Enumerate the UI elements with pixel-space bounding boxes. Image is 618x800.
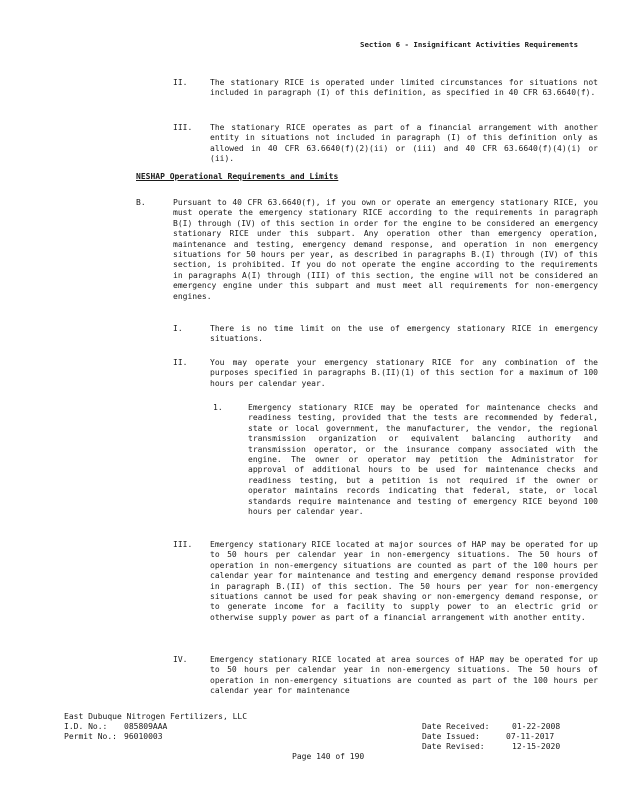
sub-item-text: Emergency stationary RICE may be operated for maintenance checks and readiness testing, provided that the tests are recommended by federal, state or local government, the manufacturer, the vendor, the regional transmission organization or equivalent balancing authority and transmission operator, or the insurance company associated with the engine. The owner or operator may petition the Administrator for approval of additional hours to be used for maintenance checks and readiness testing, but a petition is not required if the owner or operator maintains records indicating that federal, state, or local standards require maintenance and testing of emergency RICE beyond 100 hours per calendar year. [248, 403, 598, 517]
footer-issued-label: Date Issued: [422, 732, 480, 741]
footer-id-value: 085809AAA [124, 722, 168, 731]
footer-received-label: Date Received: [422, 722, 490, 731]
footer-revised-label: Date Revised: [422, 742, 485, 751]
item-text: There is no time limit on the use of emergency stationary RICE in emergency situations. [210, 324, 598, 344]
item-text: You may operate your emergency stationary RICE for any combination of the purposes specified in paragraphs B.(II)(1) of this section for a maximum of 100 hours per calendar year. [210, 358, 598, 388]
item-text: Emergency stationary RICE located at major sources of HAP may be operated for up to 50 hours per calendar year in non-emergency situations. The 50 hours of operation in non-emergency situations are counted as part of the 100 hours per calendar year for maintenance and testing and emergency demand response provided in paragraph B.(II) of this section. The 50 hours per year for non-emergency situations cannot be used for peak shaving or non-emergency demand response, or to generate income for a facility to supply power to an electric grid or otherwise supply power as part of a financial arrangement with another entity. [210, 540, 598, 622]
paragraph-text: Pursuant to 40 CFR 63.6640(f), if you own or operate an emergency stationary RICE, you must operate the emergency stationary RICE according to the requirements in paragraph B(I) through (IV) of this section in order for the engine to be considered an emergency stationary RICE under this subpart. Any operation other than emergency operation, maintenance and testing, emergency demand response, and operation in non emergency situations for 50 hours per year, as described in paragraphs B.(I) through (IV) of this section, is prohibited. If you do not operate the engine according to the requirements in paragraphs A(I) through (III) of this section, the engine will not be considered an emergency engine under this subpart and must meet all requirements for non-emergency engines. [173, 198, 598, 301]
item-number: II. [173, 358, 188, 367]
item-number: III. [173, 540, 193, 549]
footer-permit-value: 96010003 [124, 732, 163, 741]
item-text: Emergency stationary RICE located at area sources of HAP may be operated for up to 50 hours per calendar year in non-emergency situations. The 50 hours of operation in non-emergency situations are counted as part of the 100 hours per calendar year for maintenance [210, 655, 598, 696]
item-number: II. [173, 78, 188, 87]
item-text: The stationary RICE operates as part of a financial arrangement with another entity in situations not included in paragraph (I) of this definition only as allowed in 40 CFR 63.6640(f)(2)(ii) or (iii) and 40 CFR 63.6640(f)(4)(i) or (ii). [210, 123, 598, 164]
footer-company: East Dubuque Nitrogen Fertilizers, LLC [64, 712, 248, 721]
page-number: Page 140 of 190 [292, 752, 365, 761]
section-heading: NESHAP Operational Requirements and Limits [136, 172, 339, 181]
footer-id-label: I.D. No.: [64, 722, 108, 731]
sub-item-number: 1. [213, 403, 223, 412]
footer-issued-value: 07-11-2017 [506, 732, 555, 741]
paragraph-number: B. [136, 198, 146, 207]
item-number: III. [173, 123, 193, 132]
item-text: The stationary RICE is operated under limited circumstances for situations not included in paragraph (I) of this definition, as specified in 40 CFR 63.6640(f). [210, 78, 598, 98]
footer-received-value: 01-22-2008 [512, 722, 561, 731]
item-number: IV. [173, 655, 188, 664]
section-header: Section 6 - Insignificant Activities Requirements [360, 40, 579, 49]
footer-permit-label: Permit No.: [64, 732, 117, 741]
footer-revised-value: 12-15-2020 [512, 742, 561, 751]
item-number: I. [173, 324, 183, 333]
